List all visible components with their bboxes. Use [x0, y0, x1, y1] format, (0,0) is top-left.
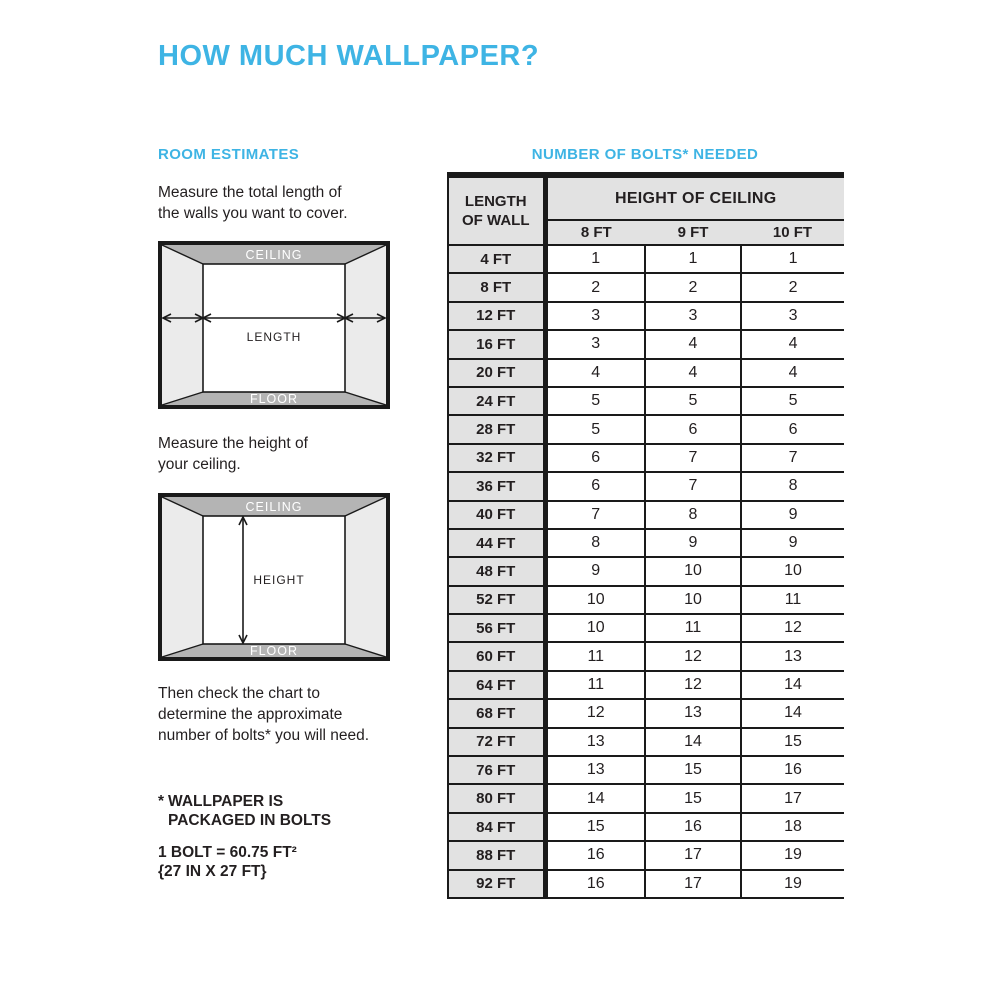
- bolt-count-cell: 11: [545, 642, 645, 670]
- bolt-count-cell: 14: [741, 699, 844, 727]
- table-row: [448, 699, 844, 727]
- bolt-count-cell: 4: [545, 359, 645, 387]
- bolt-size-line1: 1 BOLT = 60.75 FT²: [158, 844, 297, 861]
- bolt-size-line2: {27 IN X 27 FT}: [158, 863, 267, 880]
- ceiling-label: CEILING: [245, 500, 303, 514]
- wall-length-cell: 16 FT: [448, 330, 545, 358]
- bolt-count-cell: 7: [645, 472, 741, 500]
- table-row: [448, 472, 844, 500]
- table-row: [448, 273, 844, 301]
- asterisk: *: [158, 793, 165, 810]
- bolt-count-cell: 15: [645, 756, 741, 784]
- bolt-count-cell: 15: [741, 728, 844, 756]
- table-row: [448, 841, 844, 869]
- wall-length-cell: 92 FT: [448, 870, 545, 898]
- bolt-count-cell: 8: [645, 501, 741, 529]
- bolt-count-cell: 5: [741, 387, 844, 415]
- bolt-count-cell: 3: [545, 330, 645, 358]
- bolts-table-body: [448, 245, 844, 898]
- table-row: [448, 501, 844, 529]
- instruction-step2-line2: your ceiling.: [158, 456, 241, 473]
- bolt-count-cell: 17: [645, 870, 741, 898]
- bolt-count-cell: 16: [545, 841, 645, 869]
- wall-length-cell: 60 FT: [448, 642, 545, 670]
- wall-length-cell: 4 FT: [448, 245, 545, 273]
- bolt-count-cell: 6: [545, 444, 645, 472]
- bolt-count-cell: 13: [545, 756, 645, 784]
- bolt-count-cell: 14: [741, 671, 844, 699]
- table-row: [448, 529, 844, 557]
- bolt-count-cell: 15: [645, 784, 741, 812]
- bolt-count-cell: 3: [741, 302, 844, 330]
- wall-length-cell: 64 FT: [448, 671, 545, 699]
- bolt-count-cell: 12: [645, 671, 741, 699]
- wall-length-cell: 68 FT: [448, 699, 545, 727]
- bolt-count-cell: 8: [741, 472, 844, 500]
- bolt-count-cell: 4: [645, 359, 741, 387]
- bolt-count-cell: 4: [645, 330, 741, 358]
- wall-length-cell: 80 FT: [448, 784, 545, 812]
- table-row: [448, 359, 844, 387]
- wall-length-cell: 84 FT: [448, 813, 545, 841]
- bolt-count-cell: 13: [741, 642, 844, 670]
- floor-label: FLOOR: [249, 392, 299, 406]
- bolt-count-cell: 4: [741, 359, 844, 387]
- bolt-count-cell: 6: [545, 472, 645, 500]
- bolt-count-cell: 1: [645, 245, 741, 273]
- wall-length-cell: 12 FT: [448, 302, 545, 330]
- table-row: [448, 444, 844, 472]
- bolt-count-cell: 12: [645, 642, 741, 670]
- instruction-step3-line1: Then check the chart to: [158, 685, 320, 702]
- wall-length-cell: 88 FT: [448, 841, 545, 869]
- bolt-count-cell: 16: [545, 870, 645, 898]
- instruction-step1-line1: Measure the total length of: [158, 184, 342, 201]
- instruction-step3-line2: determine the approximate: [158, 706, 343, 723]
- table-row: [448, 642, 844, 670]
- wall-length-cell: 32 FT: [448, 444, 545, 472]
- bolt-count-cell: 2: [645, 273, 741, 301]
- height-label: HEIGHT: [253, 573, 305, 587]
- bolt-count-cell: 10: [741, 557, 844, 585]
- wall-length-cell: 24 FT: [448, 387, 545, 415]
- bolt-count-cell: 3: [545, 302, 645, 330]
- bolt-count-cell: 11: [645, 614, 741, 642]
- bolt-count-cell: 7: [741, 444, 844, 472]
- bolt-count-cell: 19: [741, 870, 844, 898]
- bolt-count-cell: 16: [741, 756, 844, 784]
- bolt-count-cell: 14: [645, 728, 741, 756]
- length-of-wall-header: [448, 175, 545, 245]
- bolt-count-cell: 17: [741, 784, 844, 812]
- bolt-count-cell: 2: [741, 273, 844, 301]
- wall-length-cell: 76 FT: [448, 756, 545, 784]
- bolt-count-cell: 9: [741, 501, 844, 529]
- instruction-step1: [158, 182, 348, 224]
- bolt-count-cell: 14: [545, 784, 645, 812]
- length-of-wall-header-line1: LENGTH: [464, 193, 527, 210]
- right-wall: [345, 497, 386, 657]
- ceiling-label: CEILING: [245, 248, 303, 262]
- bolt-count-cell: 15: [545, 813, 645, 841]
- height-of-ceiling-header: HEIGHT OF CEILING: [545, 175, 844, 220]
- subheader-8ft: 8 FT: [545, 220, 645, 245]
- bolt-count-cell: 4: [741, 330, 844, 358]
- bolt-size-info: [158, 843, 297, 881]
- bolt-count-cell: 16: [645, 813, 741, 841]
- table-row: [448, 870, 844, 898]
- bolt-count-cell: 10: [645, 557, 741, 585]
- table-row: [448, 728, 844, 756]
- subheader-9ft: 9 FT: [645, 220, 741, 245]
- bolt-count-cell: 7: [545, 501, 645, 529]
- table-row: [448, 614, 844, 642]
- table-row: [448, 756, 844, 784]
- left-wall: [162, 245, 203, 405]
- bolt-count-cell: 10: [545, 614, 645, 642]
- bolt-count-cell: 3: [645, 302, 741, 330]
- wall-length-cell: 44 FT: [448, 529, 545, 557]
- table-row: [448, 671, 844, 699]
- page-title: HOW MUCH WALLPAPER?: [158, 40, 540, 72]
- floor-label: FLOOR: [249, 644, 299, 658]
- wall-length-cell: 72 FT: [448, 728, 545, 756]
- table-row: [448, 302, 844, 330]
- table-row: [448, 245, 844, 273]
- ceiling-height-diagram: [158, 493, 390, 666]
- bolt-count-cell: 9: [545, 557, 645, 585]
- wall-length-cell: 8 FT: [448, 273, 545, 301]
- bolt-count-cell: 5: [645, 387, 741, 415]
- bolt-count-cell: 11: [741, 586, 844, 614]
- bolt-count-cell: 17: [645, 841, 741, 869]
- instruction-step1-line2: the walls you want to cover.: [158, 205, 348, 222]
- bolt-count-cell: 9: [741, 529, 844, 557]
- instruction-step2-line1: Measure the height of: [158, 435, 308, 452]
- table-row: [448, 387, 844, 415]
- room-estimates-heading: ROOM ESTIMATES: [158, 146, 300, 163]
- bolt-count-cell: 13: [545, 728, 645, 756]
- footnote-line1: WALLPAPER IS: [168, 793, 284, 810]
- bolt-count-cell: 2: [545, 273, 645, 301]
- wall-length-cell: 56 FT: [448, 614, 545, 642]
- bolt-count-cell: 11: [545, 671, 645, 699]
- right-wall: [345, 245, 386, 405]
- instruction-step3: [158, 683, 369, 746]
- table-row: [448, 557, 844, 585]
- subheader-10ft: 10 FT: [741, 220, 844, 245]
- back-wall: [203, 264, 345, 392]
- room-length-diagram-svg: [158, 241, 390, 409]
- wall-length-cell: 28 FT: [448, 415, 545, 443]
- room-length-diagram: [158, 241, 390, 414]
- instruction-step3-line3: number of bolts* you will need.: [158, 727, 370, 744]
- bolt-count-cell: 5: [545, 387, 645, 415]
- table-row: [448, 813, 844, 841]
- bolts-needed-heading: NUMBER OF BOLTS* NEEDED: [531, 146, 759, 163]
- wall-length-cell: 36 FT: [448, 472, 545, 500]
- bolt-count-cell: 6: [645, 415, 741, 443]
- bolt-count-cell: 10: [645, 586, 741, 614]
- bolt-count-cell: 18: [741, 813, 844, 841]
- length-label: LENGTH: [246, 330, 302, 344]
- bolt-count-cell: 19: [741, 841, 844, 869]
- wall-length-cell: 20 FT: [448, 359, 545, 387]
- bolts-table-header: [448, 175, 844, 245]
- table-row: [448, 330, 844, 358]
- bolt-count-cell: 5: [545, 415, 645, 443]
- ceiling-height-diagram-svg: [158, 493, 390, 661]
- bolt-count-cell: 12: [741, 614, 844, 642]
- footnote-text: [168, 792, 331, 830]
- bolt-count-cell: 8: [545, 529, 645, 557]
- wall-length-cell: 40 FT: [448, 501, 545, 529]
- length-of-wall-header-line2: OF WALL: [462, 212, 530, 229]
- bolt-count-cell: 7: [645, 444, 741, 472]
- bolt-count-cell: 1: [545, 245, 645, 273]
- bolt-count-cell: 13: [645, 699, 741, 727]
- table-row: [448, 784, 844, 812]
- bolt-count-cell: 10: [545, 586, 645, 614]
- bolt-count-cell: 6: [741, 415, 844, 443]
- bolt-count-cell: 12: [545, 699, 645, 727]
- bolts-table: [447, 172, 844, 899]
- wallpaper-bolts-footnote: [158, 792, 331, 830]
- wall-length-cell: 48 FT: [448, 557, 545, 585]
- bolt-count-cell: 9: [645, 529, 741, 557]
- table-row: [448, 415, 844, 443]
- bolt-count-cell: 1: [741, 245, 844, 273]
- wall-length-cell: 52 FT: [448, 586, 545, 614]
- footnote-line2: PACKAGED IN BOLTS: [168, 812, 332, 829]
- instruction-step2: [158, 433, 308, 475]
- left-wall: [162, 497, 203, 657]
- table-row: [448, 586, 844, 614]
